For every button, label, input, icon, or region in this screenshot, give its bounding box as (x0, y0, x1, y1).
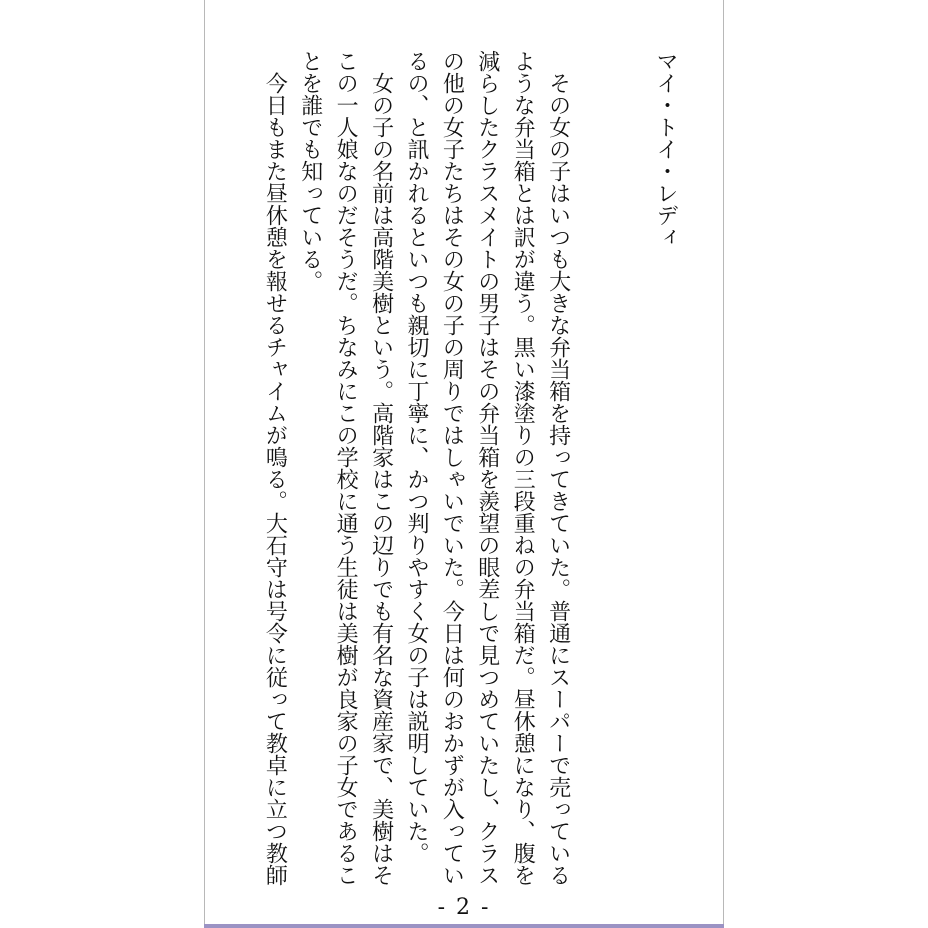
paragraph: 女の子の名前は高階美樹という。高階家はこの辺りでも有名な資産家で、美樹はそこの一人娘なのだそうだ。ちなみにこの学校に通う生徒は美樹が良家の子女であることを誰でも知っている。 (297, 50, 394, 886)
paragraph: 今日もまた昼休憩を報せるチャイムが鳴る。大石守は号令に従って教卓に立つ教師 (262, 72, 288, 886)
chapter-title: マイ・トイ・レディ (653, 50, 678, 248)
paragraph: その女の子はいつも大きな弁当箱を持ってきていた。普通にスーパーで売っているような弁当箱とは訳が違う。黒い漆塗りの三段重ねの弁当箱だ。昼休憩になり、腹を減らしたクラスメイトの男子はその弁当箱を羨望の眼差しで見つめていたし、クラスの他の女子たちはその女の子の周りではしゃいでいた。今日は何のおかずが入っているの、と訊かれるといつも親切に丁寧に、かつ判りやすく女の子は説明していた。 (403, 50, 571, 886)
book-page (204, 0, 724, 926)
page-number: - 2 - (437, 895, 491, 920)
vertical-text-body (253, 44, 683, 886)
page-edge-divider (204, 924, 724, 928)
